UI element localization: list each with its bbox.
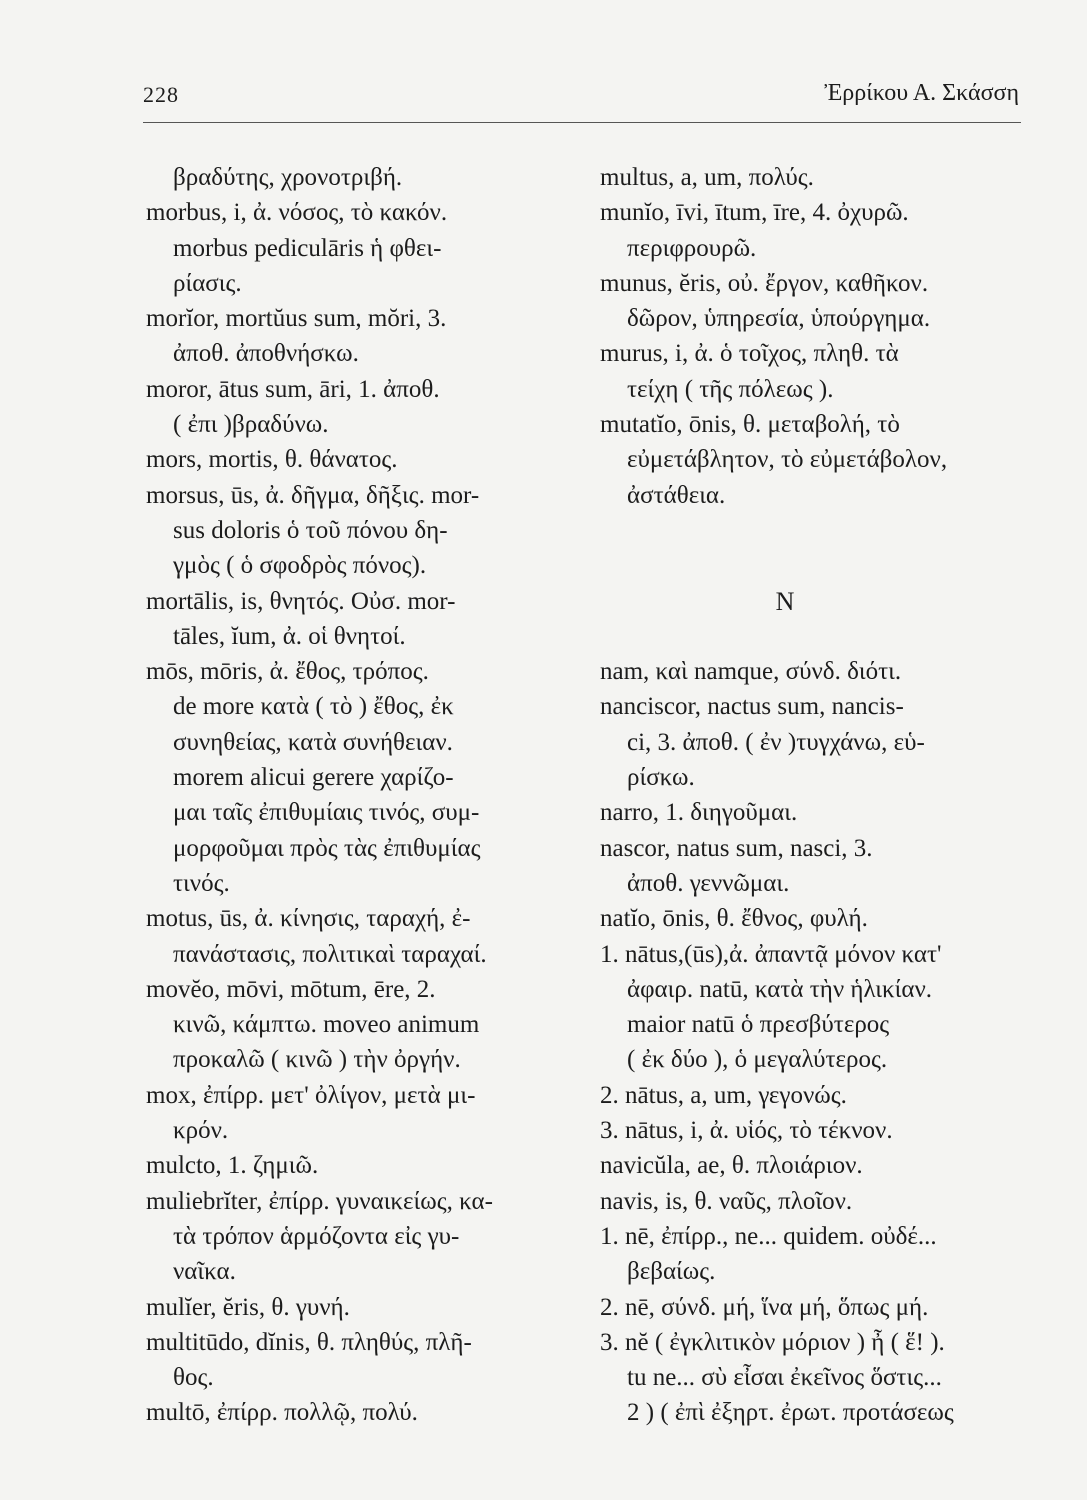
running-title: Ἐρρίκου Α. Σκάσση: [824, 80, 1019, 106]
entry-continuation-line: περιφρουρῶ.: [627, 234, 757, 262]
right-column-entries-n: [600, 654, 1030, 1431]
dictionary-entry-line: munĭo, īvi, ītum, īre, 4. ὀχυρῶ.: [600, 199, 909, 227]
entry-continuation-line: κινῶ, κάμπτω. moveo animum: [173, 1011, 480, 1039]
header-rule: [143, 122, 1021, 123]
dictionary-entry-line: 2. nē, σύνδ. μή, ἵνα μή, ὅπως μή.: [600, 1293, 929, 1321]
dictionary-entry-line: mulĭer, ĕris, θ. γυνή.: [146, 1293, 350, 1321]
entry-continuation-line: θος.: [173, 1364, 214, 1392]
entry-continuation-line: ( ἐκ δύο ), ὁ μεγαλύτερος.: [627, 1046, 888, 1074]
left-column: [146, 160, 571, 1431]
dictionary-entry-line: 2. nātus, a, um, γεγονώς.: [600, 1081, 847, 1109]
blank-line: [600, 548, 1030, 583]
entry-continuation-line: βεβαίως.: [627, 1258, 716, 1286]
dictionary-entry-line: nam, καὶ namque, σύνδ. διότι.: [600, 658, 902, 686]
dictionary-entry-line: natĭo, ōnis, θ. ἔθνος, φυλή.: [600, 905, 868, 933]
entry-continuation-line: ci, 3. ἀποθ. ( ἐν )τυγχάνω, εὑ-: [627, 728, 925, 756]
right-column: [600, 160, 1030, 1431]
entry-continuation-line: morem alicui gerere χαρίζο-: [173, 764, 454, 792]
entry-continuation-line: μαι ταῖς ἐπιθυμίαις τινός, συμ-: [173, 799, 480, 827]
dictionary-entry-line: mutatĭo, ōnis, θ. μεταβολή, τὸ: [600, 411, 900, 439]
dictionary-entry-line: 1. nē, ἐπίρρ., ne... quidem. οὐδέ...: [600, 1222, 937, 1250]
entry-continuation-line: tāles, ĭum, ἀ. οἱ θνητοί.: [173, 622, 406, 650]
blank-line: [600, 513, 1030, 548]
dictionary-entry-line: navis, is, θ. ναῦς, πλοῖον.: [600, 1187, 853, 1215]
dictionary-entry-line: nascor, natus sum, nasci, 3.: [600, 834, 873, 862]
entry-continuation-line: τείχη ( τῆς πόλεως ).: [627, 375, 834, 403]
entry-continuation-line: πανάστασις, πολιτικαὶ ταραχαί.: [173, 940, 487, 968]
entry-continuation-line: tu ne... σὺ εἶσαι ἐκεῖνος ὅστις...: [627, 1364, 942, 1392]
blank-line: [600, 619, 1030, 654]
dictionary-entry-line: 3. nātus, i, ἀ. υἱός, τὸ τέκνον.: [600, 1117, 893, 1145]
entry-continuation-line: ἀστάθεια.: [627, 481, 726, 509]
dictionary-entry-line: morĭor, mortŭus sum, mŏri, 3.: [146, 305, 447, 333]
entry-continuation-line: συνηθείας, κατὰ συνήθειαν.: [173, 728, 453, 756]
entry-continuation-line: ( ἐπι )βραδύνω.: [173, 411, 329, 439]
dictionary-entry-line: 1. nātus,(ūs),ἀ. ἀπαντᾷ μόνον κατ': [600, 940, 942, 968]
entry-continuation-line: βραδύτης, χρονοτριβή.: [173, 164, 403, 191]
dictionary-entry-line: motus, ūs, ἀ. κίνησις, ταραχή, ἐ-: [146, 905, 471, 933]
entry-continuation-line: γμὸς ( ὁ σφοδρὸς πόνος).: [173, 552, 427, 580]
entry-continuation-line: δῶρον, ὑπηρεσία, ὑπούργημα.: [627, 305, 931, 333]
section-letter-heading: N: [775, 586, 795, 616]
dictionary-entry-line: murus, i, ἀ. ὁ τοῖχος, πληθ. τὰ: [600, 340, 899, 368]
entry-continuation-line: de more κατὰ ( τὸ ) ἔθος, ἐκ: [173, 693, 454, 721]
entry-continuation-line: τὰ τρόπον ἁρμόζοντα εἰς γυ-: [173, 1222, 460, 1250]
entry-continuation-line: sus doloris ὁ τοῦ πόνου δη-: [173, 516, 448, 544]
dictionary-entry-line: mortālis, is, θνητός. Οὐσ. mor-: [146, 587, 456, 615]
dictionary-entry-line: morbus, i, ἀ. νόσος, τὸ κακόν.: [146, 199, 448, 227]
dictionary-entry-line: moror, ātus sum, āri, 1. ἀποθ.: [146, 375, 440, 403]
dictionary-entry-line: mōs, mōris, ἀ. ἔθος, τρόπος.: [146, 658, 429, 686]
dictionary-entry-line: navicŭla, ae, θ. πλοιάριον.: [600, 1152, 863, 1180]
entry-continuation-line: κρόν.: [173, 1117, 229, 1145]
right-column-entries-m: [600, 160, 1030, 513]
dictionary-entry-line: mors, mortis, θ. θάνατος.: [146, 446, 398, 474]
entry-continuation-line: ρίασις.: [173, 269, 242, 297]
dictionary-entry-line: mulcto, 1. ζημιῶ.: [146, 1152, 319, 1180]
dictionary-entry-line: morsus, ūs, ἀ. δῆγμα, δῆξις. mor-: [146, 481, 480, 509]
entry-continuation-line: morbus pediculāris ἡ φθει-: [173, 234, 442, 262]
entry-continuation-line: ἀποθ. γεννῶμαι.: [627, 869, 790, 897]
dictionary-entry-line: movĕo, mōvi, mōtum, ēre, 2.: [146, 975, 436, 1003]
entry-continuation-line: ἀφαιρ. natū, κατὰ τὴν ἡλικίαν.: [627, 975, 933, 1003]
entry-continuation-line: προκαλῶ ( κινῶ ) τὴν ὀργήν.: [173, 1046, 461, 1074]
entry-continuation-line: τινός.: [173, 869, 230, 897]
entry-continuation-line: 2 ) ( ἐπὶ ἐξηρτ. ἐρωτ. προτάσεως: [627, 1399, 954, 1427]
dictionary-entry-line: multō, ἐπίρρ. πολλῷ, πολύ.: [146, 1399, 418, 1427]
entry-continuation-line: maior natū ὁ πρεσβύτερος: [627, 1011, 890, 1039]
dictionary-entry-line: muliebrĭter, ἐπίρρ. γυναικείως, κα-: [146, 1187, 493, 1215]
entry-continuation-line: μορφοῦμαι πρὸς τὰς ἐπιθυμίας: [173, 834, 481, 862]
dictionary-entry-line: munus, ĕris, οὐ. ἔργον, καθῆκον.: [600, 269, 929, 297]
entry-continuation-line: ἀποθ. ἀποθνήσκω.: [173, 340, 359, 368]
entry-continuation-line: εὐμετάβλητον, τὸ εὐμετάβολον,: [627, 446, 948, 474]
dictionary-entry-line: narro, 1. διηγοῦμαι.: [600, 799, 798, 827]
entry-continuation-line: ρίσκω.: [627, 764, 695, 792]
dictionary-entry-line: nanciscor, nactus sum, nancis-: [600, 693, 904, 721]
dictionary-entry-line: 3. nĕ ( ἐγκλιτικὸν μόριον ) ἦ ( ἕ! ).: [600, 1328, 945, 1356]
dictionary-entry-line: multus, a, um, πολύς.: [600, 164, 814, 191]
dictionary-entry-line: multitūdo, dĭnis, θ. πληθύς, πλῆ-: [146, 1328, 472, 1356]
entry-continuation-line: ναῖκα.: [173, 1258, 236, 1286]
dictionary-entry-line: mox, ἐπίρρ. μετ' ὀλίγον, μετὰ μι-: [146, 1081, 476, 1109]
page-number: 228: [143, 82, 179, 107]
